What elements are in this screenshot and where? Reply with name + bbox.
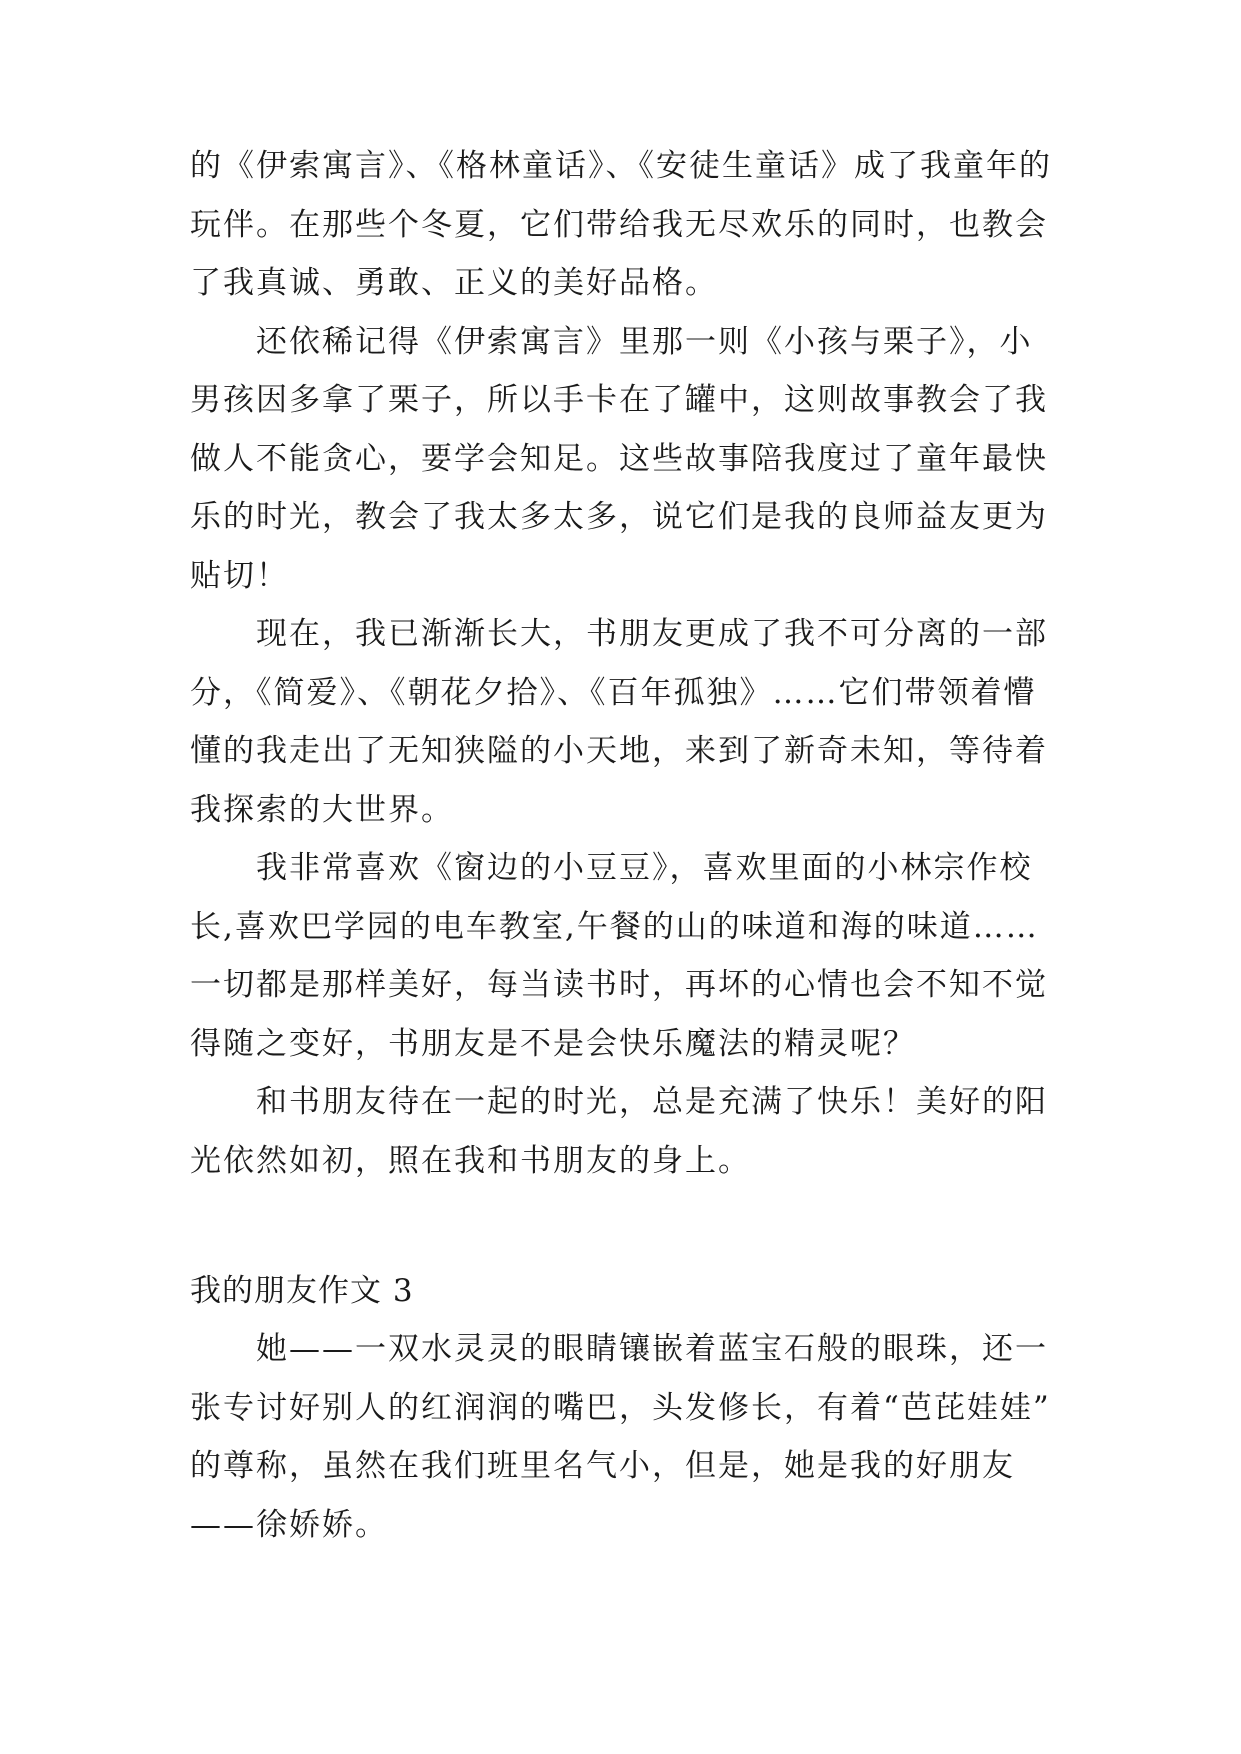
text-line: 长,喜欢巴学园的电车教室,午餐的山的味道和海的味道…… (190, 908, 1039, 945)
paragraph (190, 1320, 1050, 1554)
text-line: ——徐娇娇。 (190, 1506, 388, 1543)
paragraph (190, 839, 1050, 1073)
text-line: 分，《简爱》、《朝花夕拾》、《百年孤独》……它们带领着懵 (190, 674, 1037, 711)
text-line: 贴切！ (190, 557, 289, 594)
paragraph (190, 137, 1050, 313)
essay-3-body (190, 1320, 1050, 1554)
text-line: 男孩因多拿了栗子，所以手卡在了罐中，这则故事教会了我 (190, 382, 1048, 418)
text-line: 我探索的大世界。 (190, 791, 454, 828)
text-line: 现在，我已渐渐长大，书朋友更成了我不可分离的一部 (256, 616, 1048, 652)
text-line: 了我真诚、勇敢、正义的美好品格。 (190, 265, 718, 301)
text-line: 做人不能贪心，要学会知足。这些故事陪我度过了童年最快 (190, 440, 1048, 477)
text-line: 得随之变好，书朋友是不是会快乐魔法的精灵呢？ (190, 1025, 916, 1062)
paragraph (190, 605, 1050, 839)
text-line: 的尊称，虽然在我们班里名气小，但是，她是我的好朋友 (190, 1448, 1015, 1484)
paragraph (190, 313, 1050, 606)
paragraph (190, 1073, 1050, 1190)
text-line: 一切都是那样美好，每当读书时，再坏的心情也会不知不觉 (190, 967, 1048, 1003)
text-line: 乐的时光，教会了我太多太多，说它们是我的良师益友更为 (190, 499, 1048, 535)
section-title: 我的朋友作文 3 (190, 1273, 414, 1309)
text-line: 和书朋友待在一起的时光，总是充满了快乐！美好的阳 (256, 1084, 1048, 1120)
text-line: 光依然如初，照在我和书朋友的身上。 (190, 1142, 751, 1179)
text-line: 还依稀记得《伊索寓言》里那一则《小孩与栗子》，小 (256, 323, 1033, 360)
text-line: 的《伊索寓言》、《格林童话》、《安徒生童话》成了我童年的 (190, 148, 1052, 184)
text-line: 玩伴。在那些个冬夏，它们带给我无尽欢乐的同时，也教会 (190, 206, 1048, 243)
text-line: 她——一双水灵灵的眼睛镶嵌着蓝宝石般的眼珠，还一 (256, 1331, 1048, 1367)
essay-2-body (190, 137, 1050, 1190)
text-line: 张专讨好别人的红润润的嘴巴，头发修长，有着“芭芘娃娃” (190, 1389, 1051, 1426)
text-line: 我非常喜欢《窗边的小豆豆》，喜欢里面的小林宗作校 (256, 850, 1033, 886)
text-line: 懂的我走出了无知狭隘的小天地，来到了新奇未知，等待着 (190, 733, 1048, 769)
